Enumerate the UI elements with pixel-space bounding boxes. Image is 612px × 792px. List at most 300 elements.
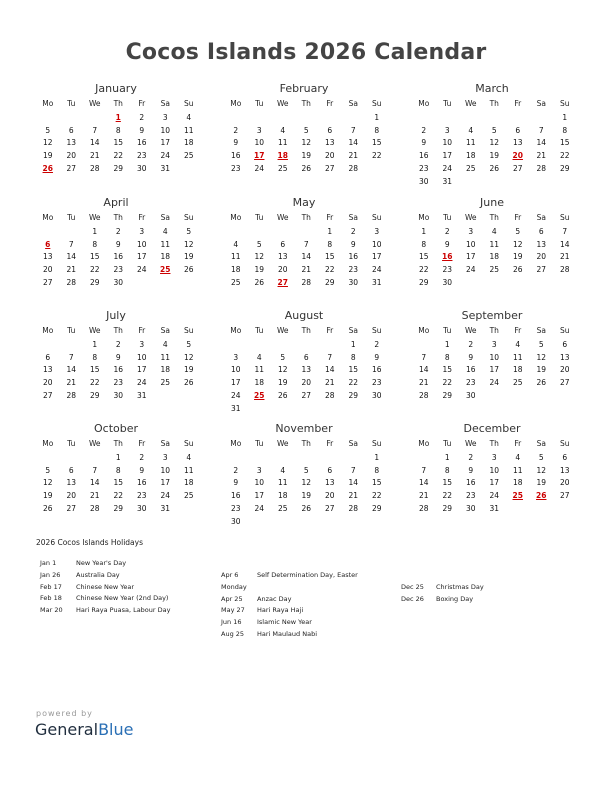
weekday-header: Sa: [348, 439, 358, 448]
day-cell: 2: [444, 226, 450, 236]
day-cell: 17: [489, 478, 500, 488]
day-cell: 27: [42, 390, 53, 400]
weekday-header: Sa: [160, 439, 170, 448]
empty-day-cell: [36, 112, 60, 125]
weekday-header: Th: [489, 99, 499, 108]
holiday-date: Feb 18: [40, 594, 62, 603]
day-cell: 1: [562, 112, 568, 122]
day-cell: 24: [489, 491, 500, 501]
day-cell: 11: [277, 138, 288, 148]
holiday-name: Christmas Day: [436, 583, 484, 591]
month-days-grid: [412, 212, 572, 290]
day-cell: 5: [303, 465, 309, 475]
empty-day-cell: [36, 452, 60, 465]
day-cell: 26: [301, 503, 312, 513]
day-cell: 12: [301, 138, 312, 148]
empty-day-cell: [224, 112, 248, 125]
day-cell: 22: [348, 378, 359, 388]
weekday-header: Fr: [326, 213, 334, 222]
empty-day-cell: [60, 226, 84, 239]
day-cell: 28: [66, 390, 77, 400]
day-cell: 16: [465, 365, 476, 375]
day-cell: 14: [324, 365, 335, 375]
day-cell: 3: [256, 465, 262, 475]
day-cell: 13: [42, 252, 53, 262]
day-cell: 18: [183, 478, 194, 488]
day-cell: 2: [374, 339, 380, 349]
weekday-header: Sa: [348, 326, 358, 335]
weekday-header: Th: [301, 439, 311, 448]
generalblue-logo[interactable]: [35, 720, 133, 739]
day-cell: 6: [562, 339, 568, 349]
page-title: Cocos Islands 2026 Calendar: [125, 40, 487, 65]
day-cell: 27: [301, 390, 312, 400]
weekday-header: Mo: [42, 439, 54, 448]
day-cell: 19: [42, 151, 53, 161]
day-cell: 6: [68, 125, 74, 135]
day-cell: 13: [66, 478, 77, 488]
empty-day-cell: [342, 452, 366, 465]
day-cell: 12: [42, 138, 53, 148]
holiday-date: Mar 20: [40, 606, 63, 615]
day-cell: 4: [468, 125, 474, 135]
day-cell: 14: [348, 138, 359, 148]
weekday-header: We: [464, 213, 477, 222]
holiday-date: Feb 17: [40, 582, 62, 591]
month-november: [224, 422, 384, 529]
day-cell: 22: [418, 265, 429, 275]
day-cell: 13: [277, 252, 288, 262]
day-cell: 15: [113, 478, 124, 488]
day-cell: 6: [515, 125, 521, 135]
day-cell: 7: [92, 465, 98, 475]
weekday-header: Th: [113, 213, 123, 222]
empty-day-cell: [83, 452, 107, 465]
brand-blue: Blue: [98, 720, 134, 739]
day-cell: 20: [42, 378, 53, 388]
day-cell: 22: [113, 491, 124, 501]
weekday-header: Th: [301, 99, 311, 108]
day-cell: 7: [350, 465, 356, 475]
day-cell: 30: [136, 503, 147, 513]
empty-day-cell: [271, 339, 295, 352]
day-cell: 24: [136, 378, 147, 388]
weekday-header: Su: [371, 326, 382, 335]
day-cell: 3: [233, 352, 239, 362]
day-cell: 4: [162, 339, 168, 349]
day-cell: 13: [324, 478, 335, 488]
empty-day-cell: [412, 339, 436, 352]
weekday-header: Tu: [67, 326, 76, 335]
empty-day-cell: [295, 226, 319, 239]
day-cell: 3: [374, 226, 380, 236]
day-cell: 16: [418, 151, 429, 161]
day-cell: 11: [489, 239, 500, 249]
weekday-header: Tu: [67, 439, 76, 448]
weekday-header: Su: [183, 326, 194, 335]
day-cell: 15: [113, 138, 124, 148]
weekday-header: Fr: [514, 99, 522, 108]
day-cell: 12: [512, 239, 523, 249]
weekday-header: Su: [183, 439, 194, 448]
month-days-grid: [412, 325, 572, 403]
day-cell: 1: [327, 226, 333, 236]
day-cell: 31: [136, 390, 147, 400]
day-cell: 17: [160, 138, 171, 148]
day-cell: 22: [442, 491, 453, 501]
day-cell: 7: [538, 125, 544, 135]
weekday-header: Fr: [326, 326, 334, 335]
day-cell: 18: [230, 265, 241, 275]
month-name: August: [284, 309, 324, 322]
empty-day-cell: [459, 112, 483, 125]
day-cell: 7: [421, 465, 427, 475]
day-cell: 17: [489, 365, 500, 375]
day-cell: 21: [89, 491, 100, 501]
day-cell: 9: [233, 138, 239, 148]
day-cell: 28: [348, 503, 359, 513]
holiday-day-cell: 26: [536, 491, 547, 501]
weekday-header: Su: [183, 99, 194, 108]
holiday-name: New Year's Day: [76, 559, 127, 567]
day-cell: 27: [324, 503, 335, 513]
holidays-title: 2026 Cocos Islands Holidays: [36, 538, 144, 547]
day-cell: 4: [280, 465, 286, 475]
day-cell: 14: [418, 365, 429, 375]
weekday-header: Mo: [418, 213, 430, 222]
day-cell: 24: [465, 265, 476, 275]
day-cell: 14: [348, 478, 359, 488]
day-cell: 23: [136, 151, 147, 161]
day-cell: 1: [444, 339, 450, 349]
empty-day-cell: [295, 452, 319, 465]
day-cell: 29: [324, 277, 335, 287]
day-cell: 2: [139, 112, 145, 122]
day-cell: 31: [160, 163, 171, 173]
day-cell: 19: [42, 491, 53, 501]
empty-day-cell: [83, 112, 107, 125]
holiday-day-cell: 25: [160, 265, 171, 275]
day-cell: 2: [421, 125, 427, 135]
day-cell: 3: [444, 125, 450, 135]
day-cell: 12: [536, 352, 547, 362]
day-cell: 4: [280, 125, 286, 135]
day-cell: 30: [442, 277, 453, 287]
day-cell: 3: [491, 339, 497, 349]
weekday-header: Tu: [255, 326, 264, 335]
holiday-day-cell: 18: [277, 151, 288, 161]
day-cell: 17: [465, 252, 476, 262]
holiday-date: Monday: [221, 582, 247, 591]
day-cell: 25: [512, 378, 523, 388]
day-cell: 21: [324, 378, 335, 388]
month-days-grid: [36, 212, 196, 290]
month-july: [36, 309, 196, 403]
holiday-name: Anzac Day: [257, 594, 292, 603]
day-cell: 28: [418, 503, 429, 513]
holiday-name: Hari Maulaud Nabi: [257, 629, 318, 638]
day-cell: 14: [89, 138, 100, 148]
day-cell: 11: [277, 478, 288, 488]
day-cell: 6: [45, 352, 51, 362]
day-cell: 24: [442, 163, 453, 173]
holiday-column: [40, 558, 170, 617]
day-cell: 8: [444, 465, 450, 475]
weekday-header: Fr: [326, 99, 334, 108]
day-cell: 6: [327, 465, 333, 475]
day-cell: 7: [68, 239, 74, 249]
day-cell: 25: [230, 277, 241, 287]
day-cell: 21: [418, 491, 429, 501]
holiday-row: [221, 605, 358, 617]
day-cell: 22: [371, 151, 382, 161]
day-cell: 31: [442, 176, 453, 186]
weekday-header: Fr: [138, 326, 146, 335]
day-cell: 16: [465, 478, 476, 488]
day-cell: 20: [559, 478, 570, 488]
day-cell: 1: [350, 339, 356, 349]
weekday-header: We: [88, 326, 101, 335]
holiday-day-cell: 6: [45, 239, 51, 249]
day-cell: 6: [538, 226, 544, 236]
day-cell: 11: [512, 465, 523, 475]
day-cell: 5: [280, 352, 286, 362]
month-name: October: [93, 422, 139, 435]
day-cell: 24: [489, 378, 500, 388]
day-cell: 12: [254, 252, 265, 262]
day-cell: 8: [350, 352, 356, 362]
day-cell: 18: [489, 252, 500, 262]
day-cell: 11: [254, 365, 265, 375]
day-cell: 18: [160, 365, 171, 375]
empty-day-cell: [318, 339, 342, 352]
day-cell: 26: [489, 163, 500, 173]
day-cell: 23: [136, 491, 147, 501]
weekday-header: Su: [559, 99, 570, 108]
day-cell: 8: [115, 125, 121, 135]
day-cell: 21: [418, 378, 429, 388]
month-march: [412, 82, 572, 189]
empty-day-cell: [506, 112, 530, 125]
day-cell: 17: [230, 378, 241, 388]
day-cell: 23: [465, 491, 476, 501]
day-cell: 30: [136, 163, 147, 173]
weekday-header: Tu: [67, 99, 76, 108]
day-cell: 21: [559, 252, 570, 262]
empty-day-cell: [248, 339, 272, 352]
day-cell: 24: [254, 163, 265, 173]
weekday-header: We: [464, 326, 477, 335]
day-cell: 27: [66, 503, 77, 513]
holiday-row: [40, 582, 170, 594]
day-cell: 28: [324, 390, 335, 400]
holiday-date: Jan 1: [40, 559, 57, 567]
day-cell: 9: [468, 465, 474, 475]
day-cell: 9: [374, 352, 380, 362]
day-cell: 20: [277, 265, 288, 275]
weekday-header: Tu: [443, 99, 452, 108]
day-cell: 16: [348, 252, 359, 262]
day-cell: 29: [89, 390, 100, 400]
empty-day-cell: [318, 452, 342, 465]
day-cell: 5: [303, 125, 309, 135]
empty-day-cell: [248, 112, 272, 125]
day-cell: 19: [277, 378, 288, 388]
day-cell: 30: [418, 176, 429, 186]
weekday-header: We: [464, 99, 477, 108]
day-cell: 22: [89, 265, 100, 275]
day-cell: 7: [350, 125, 356, 135]
weekday-header: Th: [489, 326, 499, 335]
day-cell: 15: [371, 138, 382, 148]
day-cell: 19: [301, 151, 312, 161]
day-cell: 6: [562, 452, 568, 462]
day-cell: 23: [418, 163, 429, 173]
weekday-header: Th: [113, 99, 123, 108]
holiday-name: Hari Raya Haji: [257, 606, 304, 615]
weekday-header: Sa: [536, 439, 546, 448]
weekday-header: Th: [301, 213, 311, 222]
holiday-day-cell: 26: [42, 163, 53, 173]
month-days-grid: [224, 325, 384, 416]
day-cell: 1: [92, 339, 98, 349]
weekday-header: Mo: [230, 439, 242, 448]
day-cell: 10: [136, 352, 147, 362]
day-cell: 12: [183, 352, 194, 362]
month-days-grid: [224, 438, 384, 529]
day-cell: 6: [327, 125, 333, 135]
day-cell: 28: [89, 503, 100, 513]
day-cell: 17: [136, 252, 147, 262]
day-cell: 5: [45, 465, 51, 475]
holiday-name: Islamic New Year: [257, 618, 312, 627]
holiday-date: Jun 16: [221, 618, 242, 627]
day-cell: 15: [324, 252, 335, 262]
day-cell: 6: [280, 239, 286, 249]
weekday-header: Tu: [255, 439, 264, 448]
weekday-header: Sa: [348, 99, 358, 108]
day-cell: 16: [136, 138, 147, 148]
day-cell: 28: [348, 163, 359, 173]
day-cell: 5: [538, 339, 544, 349]
weekday-header: Su: [559, 439, 570, 448]
day-cell: 12: [301, 478, 312, 488]
day-cell: 4: [491, 226, 497, 236]
day-cell: 15: [418, 252, 429, 262]
holiday-day-cell: 25: [254, 390, 265, 400]
day-cell: 28: [559, 265, 570, 275]
holiday-day-cell: 17: [254, 151, 265, 161]
day-cell: 16: [230, 151, 241, 161]
weekday-header: Su: [371, 99, 382, 108]
day-cell: 4: [515, 452, 521, 462]
holiday-name: Boxing Day: [436, 594, 474, 603]
day-cell: 3: [468, 226, 474, 236]
day-cell: 29: [418, 277, 429, 287]
day-cell: 12: [183, 239, 194, 249]
weekday-header: Fr: [514, 326, 522, 335]
weekday-header: Sa: [160, 213, 170, 222]
day-cell: 14: [301, 252, 312, 262]
day-cell: 8: [562, 125, 568, 135]
day-cell: 8: [374, 125, 380, 135]
holiday-day-cell: 25: [512, 491, 523, 501]
empty-day-cell: [224, 339, 248, 352]
day-cell: 23: [230, 503, 241, 513]
day-cell: 20: [559, 365, 570, 375]
month-december: [412, 422, 572, 516]
month-september: [412, 309, 572, 403]
holiday-row: [401, 594, 484, 606]
day-cell: 24: [160, 491, 171, 501]
weekday-header: Th: [113, 326, 123, 335]
day-cell: 12: [489, 138, 500, 148]
weekday-header: Tu: [255, 213, 264, 222]
day-cell: 14: [66, 252, 77, 262]
day-cell: 22: [89, 378, 100, 388]
day-cell: 14: [66, 365, 77, 375]
weekday-header: Sa: [348, 213, 358, 222]
day-cell: 29: [113, 503, 124, 513]
day-cell: 18: [160, 252, 171, 262]
day-cell: 21: [536, 151, 547, 161]
holiday-date: Aug 25: [221, 629, 245, 638]
day-cell: 19: [301, 491, 312, 501]
weekday-header: We: [276, 326, 289, 335]
holiday-day-cell: 27: [277, 277, 288, 287]
weekday-header: We: [276, 99, 289, 108]
weekday-header: Fr: [138, 439, 146, 448]
day-cell: 17: [136, 365, 147, 375]
day-cell: 30: [465, 390, 476, 400]
day-cell: 26: [183, 265, 194, 275]
day-cell: 19: [183, 365, 194, 375]
weekday-header: Mo: [418, 326, 430, 335]
holiday-name: Chinese New Year: [76, 582, 135, 591]
empty-day-cell: [271, 226, 295, 239]
weekday-header: Th: [113, 439, 123, 448]
day-cell: 8: [92, 239, 98, 249]
empty-day-cell: [318, 112, 342, 125]
day-cell: 26: [277, 390, 288, 400]
weekday-header: We: [88, 439, 101, 448]
day-cell: 18: [254, 378, 265, 388]
day-cell: 5: [538, 452, 544, 462]
day-cell: 20: [66, 491, 77, 501]
empty-day-cell: [412, 112, 436, 125]
day-cell: 2: [139, 452, 145, 462]
day-cell: 18: [183, 138, 194, 148]
brand-general: General: [35, 720, 99, 739]
day-cell: 13: [512, 138, 523, 148]
month-days-grid: [224, 98, 384, 176]
day-cell: 29: [442, 390, 453, 400]
day-cell: 27: [512, 163, 523, 173]
month-name: January: [95, 82, 137, 95]
day-cell: 22: [442, 378, 453, 388]
day-cell: 30: [113, 390, 124, 400]
day-cell: 12: [277, 365, 288, 375]
day-cell: 3: [256, 125, 262, 135]
day-cell: 2: [233, 125, 239, 135]
day-cell: 18: [512, 478, 523, 488]
empty-day-cell: [60, 452, 84, 465]
weekday-header: Sa: [160, 99, 170, 108]
empty-day-cell: [436, 112, 460, 125]
day-cell: 15: [559, 138, 570, 148]
day-cell: 17: [254, 491, 265, 501]
day-cell: 30: [113, 277, 124, 287]
